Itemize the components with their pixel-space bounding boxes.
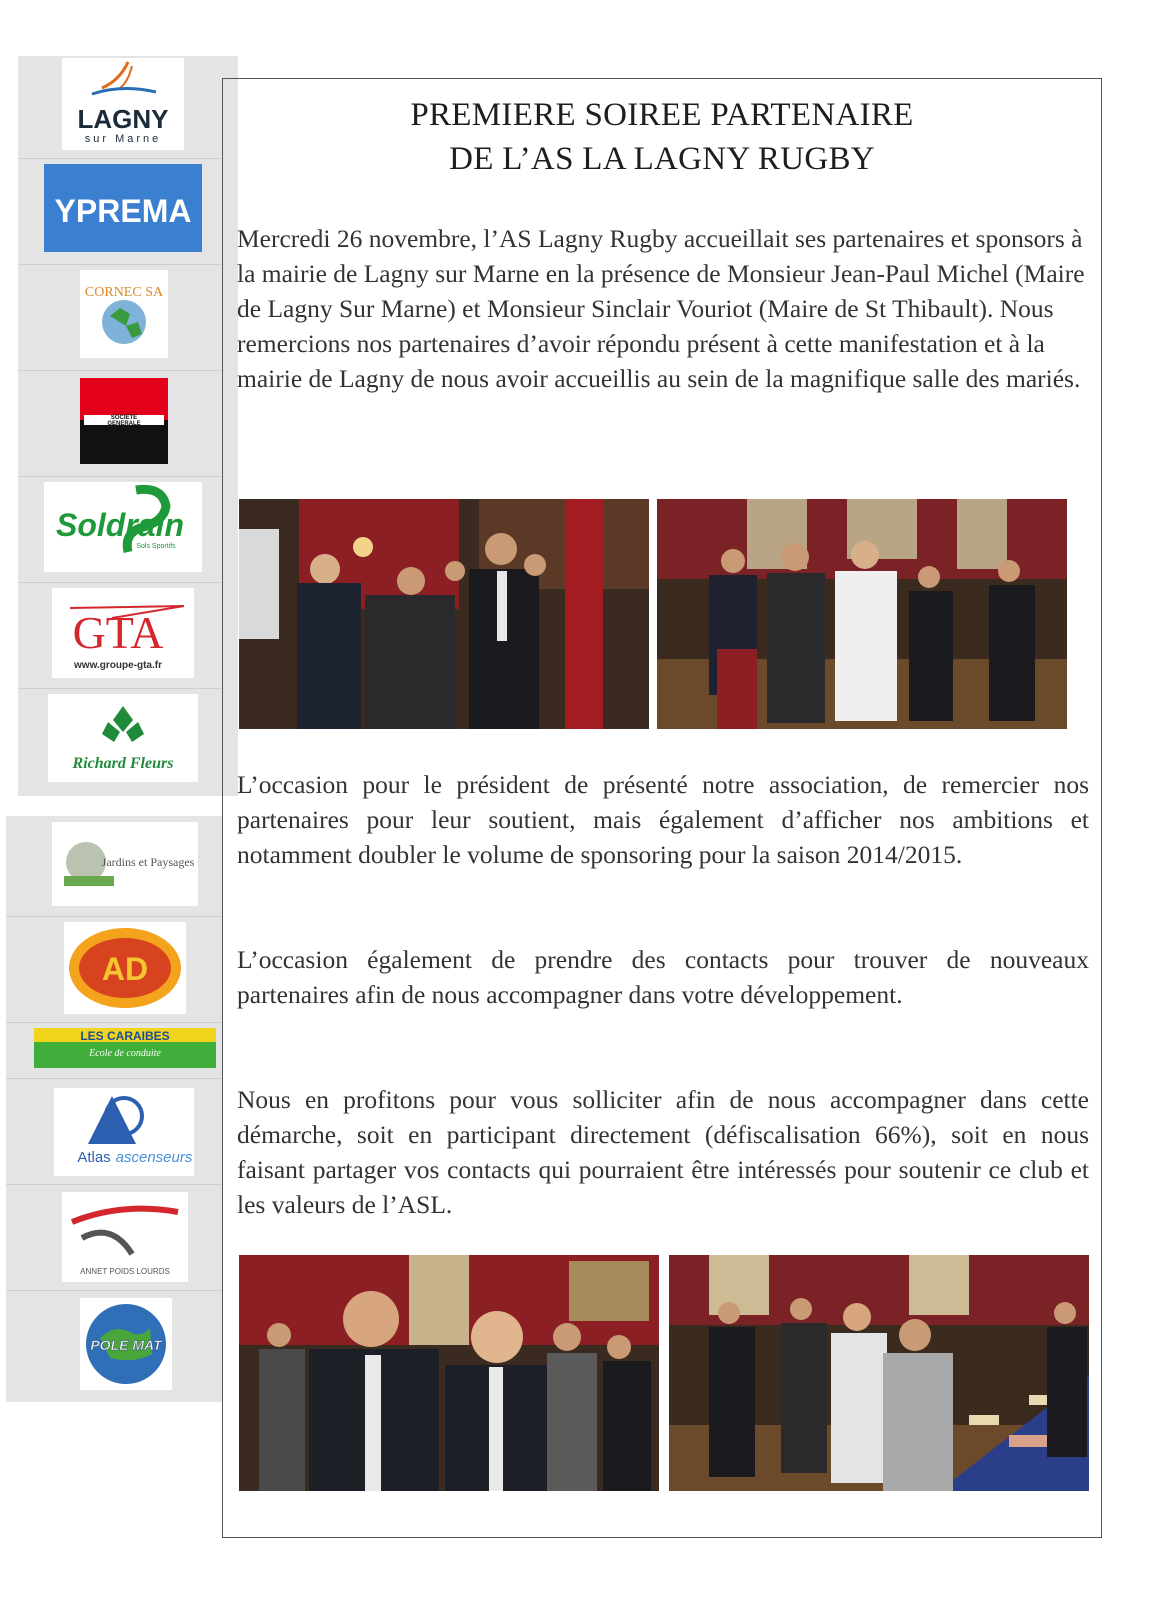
divider bbox=[18, 688, 222, 689]
divider bbox=[6, 916, 222, 917]
ad-logo-name: AD bbox=[101, 951, 149, 987]
divider bbox=[6, 1022, 222, 1023]
socgen-line2: GENERALE bbox=[107, 421, 141, 427]
cornec-logo[interactable] bbox=[80, 270, 168, 358]
article-title-line2: DE L’AS LA LAGNY RUGBY bbox=[449, 141, 875, 177]
paragraph-president: L’occasion pour le président de présenté notre association, de remercier nos partenaires pour leur soutient, mais également d’afficher nos ambitions et notamment doubler le volume de sponsoring pour la saison 2014/2015. bbox=[237, 770, 1089, 869]
pole-mat-logo-mark bbox=[80, 1298, 172, 1390]
event-photo-4-image bbox=[669, 1255, 1089, 1491]
ad-logo[interactable] bbox=[64, 922, 186, 1014]
article-title-line1: PREMIERE SOIREE PARTENAIRE bbox=[410, 97, 914, 133]
pole-mat-logo-name: POLE MAT bbox=[90, 1337, 162, 1353]
richard-fleurs-logo-name: Richard Fleurs bbox=[72, 755, 174, 772]
lagny-logo-sub: sur Marne bbox=[84, 133, 162, 145]
divider bbox=[6, 1078, 222, 1079]
event-photo-3 bbox=[239, 1255, 659, 1491]
divider bbox=[6, 1184, 222, 1185]
jardins-paysages-logo-mark bbox=[52, 822, 198, 906]
paragraph-intro: Mercredi 26 novembre, l’AS Lagny Rugby accueillait ses partenaires et sponsors à la mairie de Lagny sur Marne en la présence de Monsieur Jean-Paul Michel (Maire de Lagny Sur Marne) et Monsieur Sinclair Vouriot (Maire de St Thibault). Nous remercions nos partenaires d’avoir répondu présent à cette manifestation et à la mairie de Lagny de nous avoir accueillis au sein de la magnifique salle des mariés. bbox=[237, 224, 1085, 393]
atlas-ascenseurs-logo-mark bbox=[54, 1088, 194, 1176]
soldrain-logo[interactable] bbox=[44, 482, 202, 572]
event-photo-1-image bbox=[239, 499, 649, 729]
yprema-logo-name: YPREMA bbox=[54, 193, 192, 229]
gta-logo-url: www.groupe-gta.fr bbox=[74, 660, 162, 671]
article-box bbox=[222, 78, 1102, 1538]
caraibes-logo-name: LES CARAIBES bbox=[80, 1029, 170, 1043]
article-title bbox=[223, 93, 1101, 181]
divider bbox=[6, 1290, 222, 1291]
event-photo-3-image bbox=[239, 1255, 659, 1491]
yprema-logo-mark bbox=[44, 164, 202, 252]
lagny-logo-mark bbox=[62, 58, 184, 150]
gta-logo[interactable] bbox=[52, 588, 194, 678]
richard-fleurs-logo-mark bbox=[48, 694, 198, 782]
cornec-logo-name: CORNEC SA bbox=[84, 285, 164, 300]
yprema-logo[interactable] bbox=[44, 164, 202, 252]
lagny-logo-name: LAGNY bbox=[77, 104, 169, 134]
event-photo-1 bbox=[239, 499, 649, 729]
event-photo-2 bbox=[657, 499, 1067, 729]
annet-logo-mark bbox=[62, 1192, 188, 1282]
societe-generale-logo[interactable] bbox=[80, 378, 168, 464]
event-photo-2-image bbox=[657, 499, 1067, 729]
jardins-logo-name: Jardins et Paysages bbox=[101, 855, 195, 869]
caraibes-logo-sub: Ecole de conduite bbox=[89, 1048, 161, 1059]
ad-logo-mark bbox=[64, 922, 186, 1014]
annet-poids-lourds-logo[interactable] bbox=[62, 1192, 188, 1282]
socgen-line1: SOCIETE bbox=[110, 415, 138, 421]
gta-logo-mark bbox=[52, 588, 194, 678]
paragraph-contacts: L’occasion également de prendre des contacts pour trouver de nouveaux partenaires afin de nous accompagner dans votre développement. bbox=[237, 945, 1089, 1009]
les-caraibes-logo[interactable] bbox=[34, 1028, 216, 1068]
divider bbox=[18, 476, 222, 477]
soldrain-logo-mark bbox=[44, 482, 202, 572]
annet-logo-name: ANNET POIDS LOURDS bbox=[80, 1267, 170, 1276]
richard-fleurs-logo[interactable] bbox=[48, 694, 198, 782]
event-photo-4 bbox=[669, 1255, 1089, 1491]
lagny-logo[interactable] bbox=[62, 58, 184, 150]
divider bbox=[18, 582, 222, 583]
cornec-logo-mark bbox=[80, 270, 168, 358]
jardins-paysages-logo[interactable] bbox=[52, 822, 198, 906]
pole-mat-logo[interactable] bbox=[80, 1298, 172, 1390]
atlas-ascenseurs-logo[interactable] bbox=[54, 1088, 194, 1176]
atlas-logo-sub: ascenseurs bbox=[115, 1149, 193, 1166]
gta-logo-name: GTA bbox=[72, 607, 164, 658]
soldrain-logo-name: Soldrain bbox=[55, 507, 185, 543]
divider bbox=[18, 264, 222, 265]
divider bbox=[18, 370, 222, 371]
atlas-logo-name: Atlas bbox=[77, 1149, 111, 1166]
paragraph-sollicitation: Nous en profitons pour vous solliciter afin de nous accompagner dans cette démarche, soit en participant directement (défiscalisation 66%), soit en nous faisant partager vos contacts qui pourraient être intéressés pour soutenir ce club et les valeurs de l’ASL. bbox=[237, 1085, 1089, 1219]
soldrain-logo-sub: Sols Sportifs bbox=[136, 543, 176, 550]
les-caraibes-logo-mark bbox=[34, 1028, 216, 1068]
societe-generale-logo-mark bbox=[80, 378, 168, 464]
divider bbox=[18, 158, 222, 159]
